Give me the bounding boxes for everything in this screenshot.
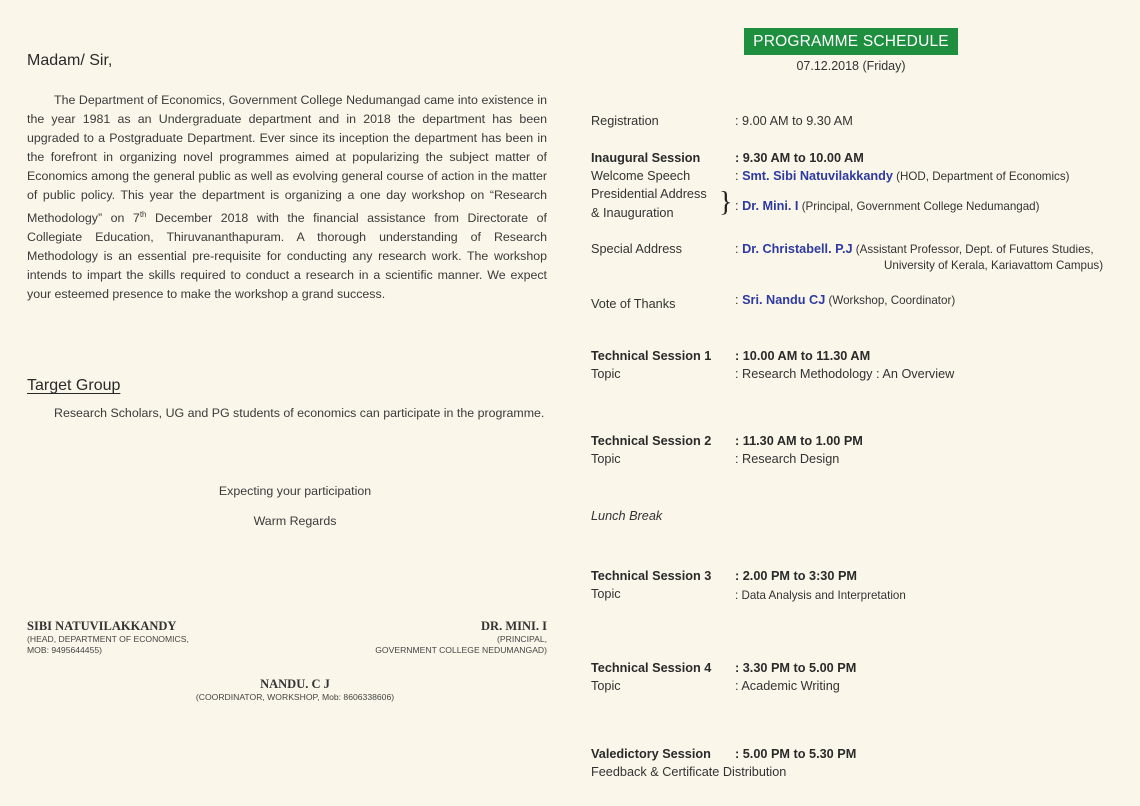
valedictory-time: : 5.00 PM to 5.30 PM xyxy=(735,747,857,761)
welcome-speaker-name: Smt. Sibi Natuvilakkandy xyxy=(742,169,893,183)
ts3-label: Technical Session 3 xyxy=(591,569,712,583)
lunch-break: Lunch Break xyxy=(591,509,663,523)
signatory-right xyxy=(340,619,547,656)
ts2-label: Technical Session 2 xyxy=(591,434,712,448)
ts2-topic-label: Topic xyxy=(591,452,621,466)
inaugural-label: Inaugural Session xyxy=(591,151,701,165)
ts4-topic: : Academic Writing xyxy=(735,679,840,693)
special-address-label: Special Address xyxy=(591,242,682,256)
special-address-speaker xyxy=(735,242,1094,256)
signatory-left xyxy=(27,619,189,656)
special-speaker-name: Dr. Christabell. P.J xyxy=(742,242,853,256)
presidential-label-1: Presidential Address xyxy=(591,187,707,201)
target-group-heading: Target Group xyxy=(27,377,121,394)
signatory-left-name: SIBI NATUVILAKKANDY xyxy=(27,619,177,633)
ts3-time: : 2.00 PM to 3:30 PM xyxy=(735,569,857,583)
thanks-speaker-role: (Workshop, Coordinator) xyxy=(825,294,956,307)
welcome-speaker xyxy=(735,169,1070,183)
presidential-speaker-name: Dr. Mini. I xyxy=(742,199,799,213)
signatory-right-line2: GOVERNMENT COLLEGE NEDUMANGAD) xyxy=(375,645,547,655)
signatory-center xyxy=(150,677,440,703)
registration-time: : 9.00 AM to 9.30 AM xyxy=(735,114,853,128)
valedictory-label: Valedictory Session xyxy=(591,747,711,761)
vote-of-thanks-speaker xyxy=(735,293,955,307)
presidential-label-2: & Inauguration xyxy=(591,206,674,220)
ts3-topic xyxy=(735,588,906,602)
valedictory-subtitle: Feedback & Certificate Distribution xyxy=(591,765,787,779)
ts1-topic: : Research Methodology : An Overview xyxy=(735,367,955,381)
ts3-topic-text: : Data Analysis and Interpretation xyxy=(735,589,906,602)
ts4-topic-label: Topic xyxy=(591,679,621,693)
presidential-prefix: : xyxy=(735,199,743,213)
ts1-time: : 10.00 AM to 11.30 AM xyxy=(735,349,871,363)
greeting: Madam/ Sir, xyxy=(27,52,113,69)
ts4-time: : 3.30 PM to 5.00 PM xyxy=(735,661,857,675)
programme-date: 07.12.2018 (Friday) xyxy=(796,59,906,73)
special-speaker-role-line2 xyxy=(884,258,1103,272)
signatory-right-line1: (PRINCIPAL, xyxy=(497,634,547,644)
signatory-right-name: DR. MINI. I xyxy=(481,619,547,633)
welcome-speaker-role: (HOD, Department of Economics) xyxy=(892,170,1070,183)
inaugural-time: : 9.30 AM to 10.00 AM xyxy=(735,151,864,165)
signatory-center-line1: (COORDINATOR, WORKSHOP, Mob: 8606338606) xyxy=(195,692,395,702)
signatory-center-name: NANDU. C J xyxy=(260,677,330,691)
welcome-label: Welcome Speech xyxy=(591,169,691,183)
intro-text-b: December 2018 with the financial assistance from Directorate of Collegiate Education, Thiruvananthapuram. A thorough understanding of Research Methodology is an essential pre-requisite for conducting any research work. The workshop intends to impart the skills required to conduct a research in a scientific manner. We expect your esteemed presence to make the workshop a grand success. xyxy=(27,211,547,302)
ts4-label: Technical Session 4 xyxy=(591,661,712,675)
ts2-topic: : Research Design xyxy=(735,452,840,466)
registration-label: Registration xyxy=(591,114,659,128)
thanks-speaker-name: Sri. Nandu CJ xyxy=(742,293,826,307)
welcome-prefix: : xyxy=(735,169,743,183)
intro-paragraph xyxy=(27,91,547,304)
vote-of-thanks-label: Vote of Thanks xyxy=(591,297,676,311)
programme-schedule-title: PROGRAMME SCHEDULE xyxy=(744,28,958,55)
special-speaker-role: (Assistant Professor, Dept. of Futures Studies, xyxy=(852,243,1094,256)
ts3-topic-label: Topic xyxy=(591,587,621,601)
ts1-topic-label: Topic xyxy=(591,367,621,381)
intro-superscript: th xyxy=(139,210,147,219)
ts2-time: : 11.30 AM to 1.00 PM xyxy=(735,434,863,448)
special-speaker-affiliation: University of Kerala, Kariavattom Campus) xyxy=(884,259,1104,272)
grouping-brace: } xyxy=(719,187,733,218)
presidential-speaker xyxy=(735,199,1039,213)
thanks-prefix: : xyxy=(735,293,743,307)
regards-line: Warm Regards xyxy=(253,514,337,528)
special-prefix: : xyxy=(735,242,743,256)
signatory-left-line1: (HEAD, DEPARTMENT OF ECONOMICS, xyxy=(27,634,189,644)
ts1-label: Technical Session 1 xyxy=(591,349,712,363)
signatory-left-line2: MOB: 9495644455) xyxy=(27,645,103,655)
presidential-speaker-role: (Principal, Government College Nedumangad) xyxy=(798,200,1040,213)
target-group-text: Research Scholars, UG and PG students of economics can participate in the programme. xyxy=(54,406,545,420)
expecting-line: Expecting your participation xyxy=(218,484,372,498)
intro-text-a: The Department of Economics, Government College Nedumangad came into existence in the year 1981 as an Undergraduate department and in 2018 the department has been upgraded to a Postgraduate Department. Ever since its inception the department has been in the forefront in organizing novel programmes aimed at popularizing the subject matter of Economics among the general public as well as evolving general course of action in the matter of public policy. This year the department is organizing a one day workshop on “Research Methodology” on 7 xyxy=(27,93,547,226)
